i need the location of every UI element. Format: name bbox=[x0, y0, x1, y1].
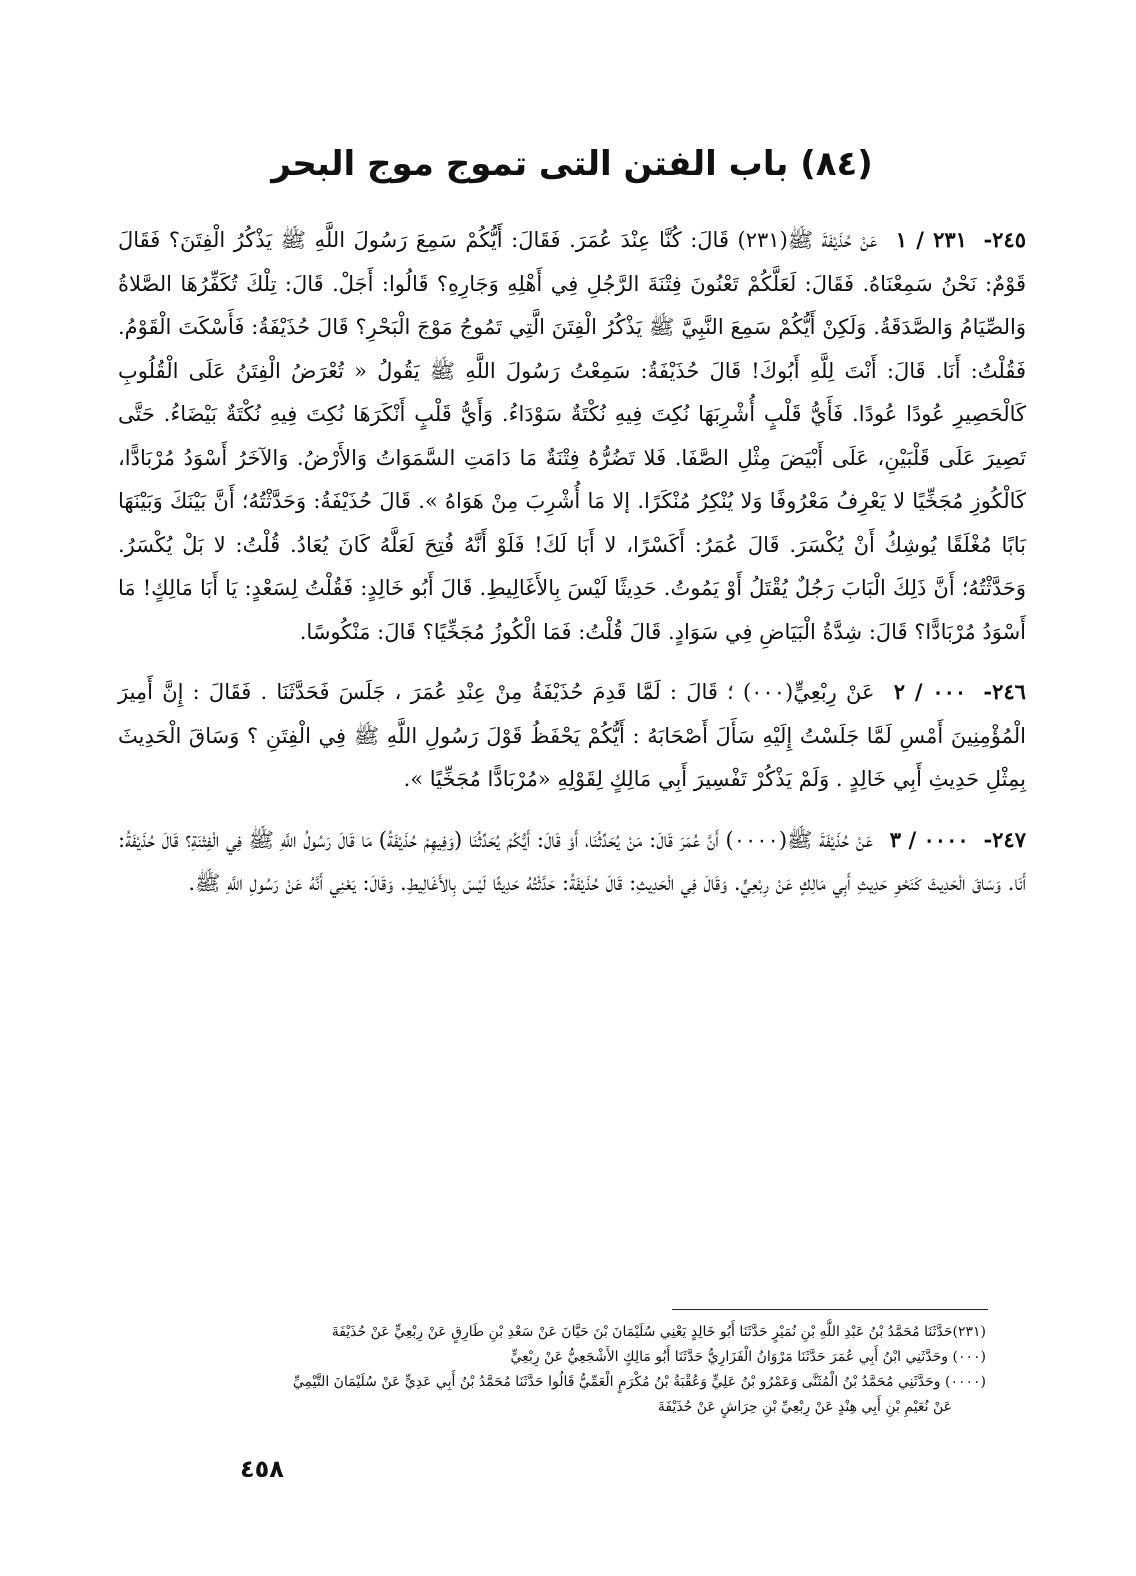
hadith-247 bbox=[118, 818, 1026, 906]
hadith-sub-number: ٠٠٠ / ٢ bbox=[893, 679, 967, 704]
page-number: ٤٥٨ bbox=[240, 1455, 284, 1483]
hadith-245 bbox=[118, 218, 1026, 654]
footnotes bbox=[150, 1320, 986, 1420]
hadith-number: ٢٤٧- bbox=[983, 826, 1026, 852]
footnote-000: (٠٠٠) وحَدَّثَنِي ابْنُ أَبِي عُمَرَ حَدَّثَنَا مَرْوَانُ الْفَزَارِيُّ حَدَّثَنَا أَبُو مَالِكٍ الأَشْجَعِيُّ عَنْ رِبْعِيٍّ bbox=[510, 1349, 986, 1365]
hadith-text: عَنْ رِبْعِيٍّ(٠٠٠) ؛ قَالَ : لَمَّا قَدِمَ حُذَيْفَةُ مِنْ عِنْدِ عُمَرَ ، جَلَسَ فَحَدَّثَنَا . فَقَالَ : إِنَّ أَمِيرَ الْمُؤْمِنِينَ أَمْسِ لَمَّا جَلَسْتُ إِلَيْهِ سَأَلَ أَصْحَابَهُ : أَيُّكُمْ يَحْفَظُ قَوْلَ رَسُولِ اللَّهِ ﷺ فِي الْفِتَنِ ؟ وَسَاقَ الْحَدِيثَ بِمِثْلِ حَدِيثِ أَبِي خَالِدٍ . وَلَمْ يَذْكُرْ تَفْسِيرَ أَبِي مَالِكٍ لِقَوْلِهِ «مُرْبَادًّا مُجَخِّيًا ». bbox=[118, 680, 1026, 791]
hadith-text: عَنْ حُذَيْفَةَ ﷺ(٠٠٠٠) أَنَّ عُمَرَ قَالَ: مَنْ يُحَدِّثُنَا، أَوْ قَالَ: أَيُّكُمْ يُحَدِّثُنَا (وَفِيهِمْ حُذَيْفَةُ) مَا قَالَ رَسُولُ اللَّهِ ﷺ فِي الْفِتْنَةِ؟ قَالَ حُذَيْفَةُ: أَنَا. وَسَاقَ الْحَدِيثَ كَنَحْوِ حَدِيثِ أَبِي مَالِكٍ عَنْ رِبْعِيٍّ. وَقَالَ فِي الْحَدِيثِ: قَالَ حُذَيْفَةُ: حَدَّثْتُهُ حَدِيثًا لَيْسَ بِالأَغَالِيطِ. وَقَالَ: يَعْنِي أَنَّهُ عَنْ رَسُولِ اللَّهِ ﷺ. bbox=[118, 827, 1026, 895]
footnote-231: (٢٣١)حَدَّثَنَا مُحَمَّدُ بْنُ عَبْدِ اللَّهِ بْنِ نُمَيْرٍ حَدَّثَنَا أَبُو خَالِدٍ يَعْنِي سُلَيْمَانَ بْنَ حَيَّانَ عَنْ سَعْدِ بْنِ طَارِقٍ عَنْ رِبْعِيٍّ عَنْ حُذَيْفَةَ bbox=[331, 1324, 986, 1340]
hadith-sub-number: ٠٠٠٠ / ٣ bbox=[889, 826, 969, 852]
hadith-246 bbox=[118, 670, 1026, 802]
hadith-text: عَنْ حُذَيْفَةَ ﷺ(٢٣١) قَالَ: كُنَّا عِنْدَ عُمَرَ. فَقَالَ: أَيُّكُمْ سَمِعَ رَسُولَ اللَّهِ ﷺ يَذْكُرُ الْفِتَنَ؟ فَقَالَ قَوْمٌ: نَحْنُ سَمِعْنَاهُ. فَقَالَ: لَعَلَّكُمْ تَعْنُونَ فِتْنَةَ الرَّجُلِ فِي أَهْلِهِ وَجَارِهِ؟ قَالُوا: أَجَلْ. قَالَ: تِلْكَ تُكَفِّرُهَا الصَّلاةُ وَالصِّيَامُ وَالصَّدَقَةُ. وَلَكِنْ أَيُّكُمْ سَمِعَ النَّبِيَّ ﷺ يَذْكُرُ الْفِتَنَ الَّتِي تَمُوجُ مَوْجَ الْبَحْرِ؟ قَالَ حُذَيْفَةُ: فَأَسْكَتَ الْقَوْمُ. فَقُلْتُ: أَنَا. قَالَ: أَنْتَ لِلَّهِ أَبُوكَ! قَالَ حُذَيْفَةُ: سَمِعْتُ رَسُولَ اللَّهِ ﷺ يَقُولُ « تُعْرَضُ الْفِتَنُ عَلَى الْقُلُوبِ كَالْحَصِيرِ عُودًا عُودًا. فَأَيُّ قَلْبٍ أُشْرِبَهَا نُكِتَ فِيهِ نُكْتَةٌ سَوْدَاءُ. وَأَيُّ قَلْبٍ أَنْكَرَهَا نُكِتَ فِيهِ نُكْتَةٌ بَيْضَاءُ. حَتَّى تَصِيرَ عَلَى قَلْبَيْنِ، عَلَى أَبْيَضَ مِثْلِ الصَّفَا. فَلا تَضُرُّهُ فِتْنَةٌ مَا دَامَتِ السَّمَوَاتُ وَالأَرْضُ. وَالآخَرُ أَسْوَدُ مُرْبَادًّا، كَالْكُوزِ مُجَخِّيًا لا يَعْرِفُ مَعْرُوفًا وَلا يُنْكِرُ مُنْكَرًا. إلا مَا أُشْرِبَ مِنْ هَوَاهُ ». قَالَ حُذَيْفَةُ: وَحَدَّثْتُهُ؛ أَنَّ بَيْنَكَ وَبَيْنَهَا بَابًا مُغْلَقًا يُوشِكُ أَنْ يُكْسَرَ. قَالَ عُمَرُ: أَكَسْرًا، لا أَبَا لَكَ! فَلَوْ أَنَّهُ فُتِحَ لَعَلَّهُ كَانَ يُعَادُ. قُلْتُ: لا بَلْ يُكْسَرُ. وَحَدَّثْتُهُ؛ أَنَّ ذَلِكَ الْبَابَ رَجُلٌ يُقْتَلُ أَوْ يَمُوتُ. حَدِيثًا لَيْسَ بِالأَغَالِيطِ. قَالَ أَبُو خَالِدٍ: فَقُلْتُ لِسَعْدٍ: يَا أَبَا مَالِكٍ! مَا أَسْوَدُ مُرْبَادًّا؟ قَالَ: شِدَّةُ الْبَيَاضِ فِي سَوَادٍ. قَالَ قُلْتُ: فَمَا الْكُوزُ مُجَخِّيًا؟ قَالَ: مَنْكُوسًا. bbox=[118, 228, 1026, 644]
hadith-number: ٢٤٦- bbox=[983, 679, 1026, 704]
footnote-divider bbox=[672, 1309, 988, 1310]
hadith-number: ٢٤٥- bbox=[983, 227, 1026, 252]
footnote-0000-continued: عَنْ نُعَيْمِ بْنِ أَبِي هِنْدٍ عَنْ رِبْعِيِّ بْنِ حِرَاشٍ عَنْ حُذَيْفَةَ bbox=[657, 1399, 952, 1415]
hadith-sub-number: ٢٣١ / ١ bbox=[895, 227, 967, 252]
footnote-0000: (٠٠٠٠) وحَدَّثَنِي مُحَمَّدُ بْنُ الْمُثَنَّى وَعَمْرُو بْنُ عَلِيٍّ وَعُقْبَةُ بْنُ مُكْرَمٍ الْعَمِّيُّ قَالُوا حَدَّثَنَا مُحَمَّدُ بْنُ أَبِي عَدِيٍّ عَنْ سُلَيْمَانَ التَّيْمِيِّ bbox=[292, 1374, 986, 1390]
chapter-title: (٨٤) باب الفتن التى تموج موج البحر bbox=[271, 144, 873, 184]
